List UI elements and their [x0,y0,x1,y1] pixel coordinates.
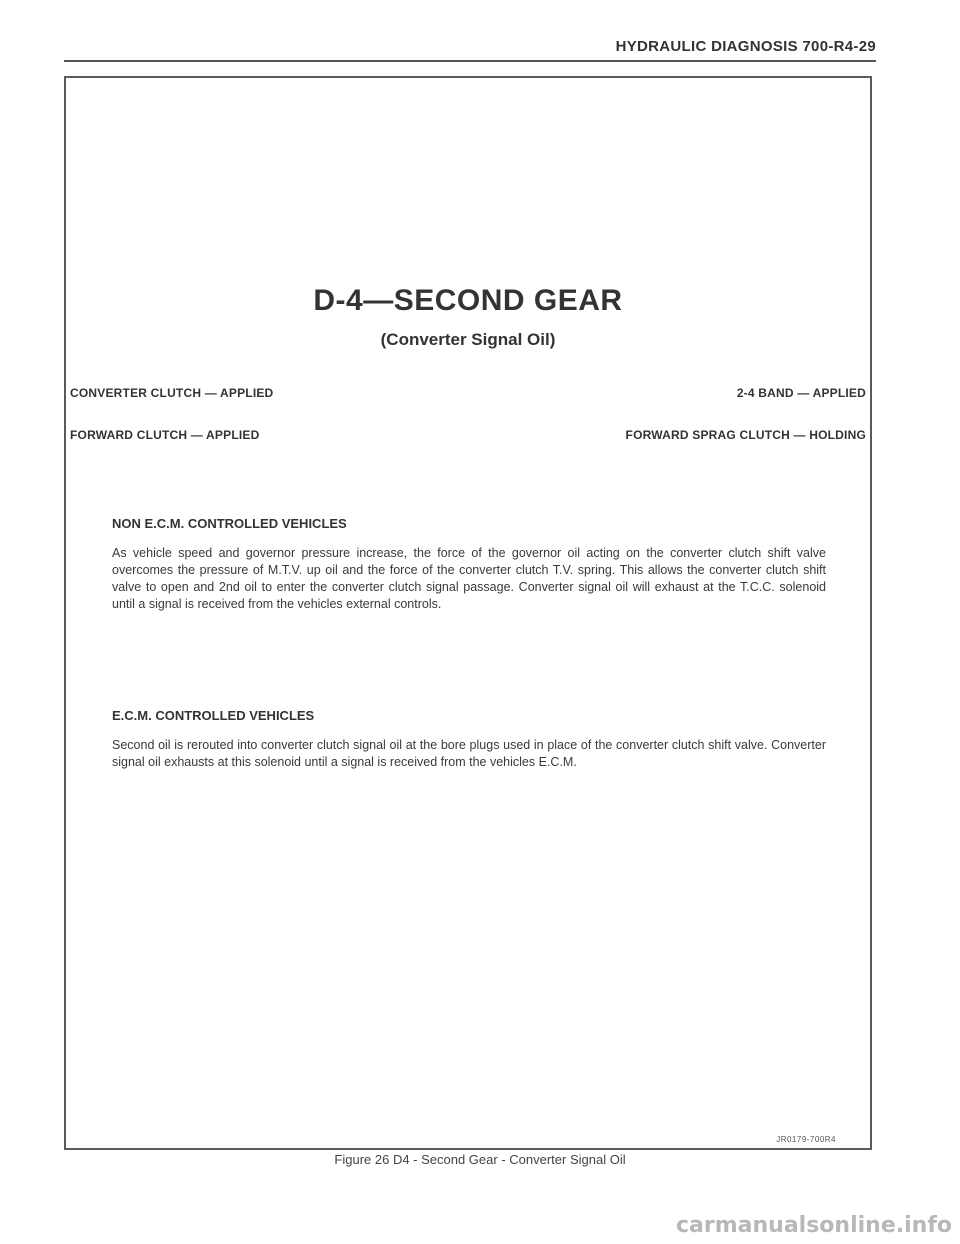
figure-code: JR0179-700R4 [776,1135,836,1144]
header-rule [64,60,876,62]
status-forward-clutch: FORWARD CLUTCH — APPLIED [70,428,260,442]
section-heading: NON E.C.M. CONTROLLED VEHICLES [112,516,347,531]
section-non-ecm [112,516,826,613]
section-ecm [112,708,826,771]
section-heading: E.C.M. CONTROLLED VEHICLES [112,708,315,723]
status-forward-sprag-clutch: FORWARD SPRAG CLUTCH — HOLDING [625,428,866,442]
section-body: Second oil is rerouted into converter clutch signal oil at the bore plugs used in place of the converter clutch shift valve. Converter signal oil exhausts at this solenoid until a signal is received from the vehicles E.C.M. [112,738,826,769]
figure-title: D-4—SECOND GEAR [313,284,623,317]
page-header: HYDRAULIC DIAGNOSIS 700-R4-29 [615,38,876,55]
status-converter-clutch: CONVERTER CLUTCH — APPLIED [70,386,274,400]
figure-subtitle: (Converter Signal Oil) [380,330,556,349]
figure-caption: Figure 26 D4 - Second Gear - Converter Signal Oil [334,1152,626,1167]
section-body: As vehicle speed and governor pressure increase, the force of the governor oil acting on the converter clutch shift valve overcomes the pressure of M.T.V. up oil and the force of the converter clutch T.V. spring. This allows the converter clutch shift valve to open and 2nd oil to enter the converter clutch signal passage. Converter signal oil will exhaust at the T.C.C. solenoid until a signal is received from the vehicles external controls. [112,546,826,611]
figure-frame [64,76,872,1150]
watermark: carmanualsonline.info [676,1213,952,1238]
status-2-4-band: 2-4 BAND — APPLIED [736,386,866,400]
